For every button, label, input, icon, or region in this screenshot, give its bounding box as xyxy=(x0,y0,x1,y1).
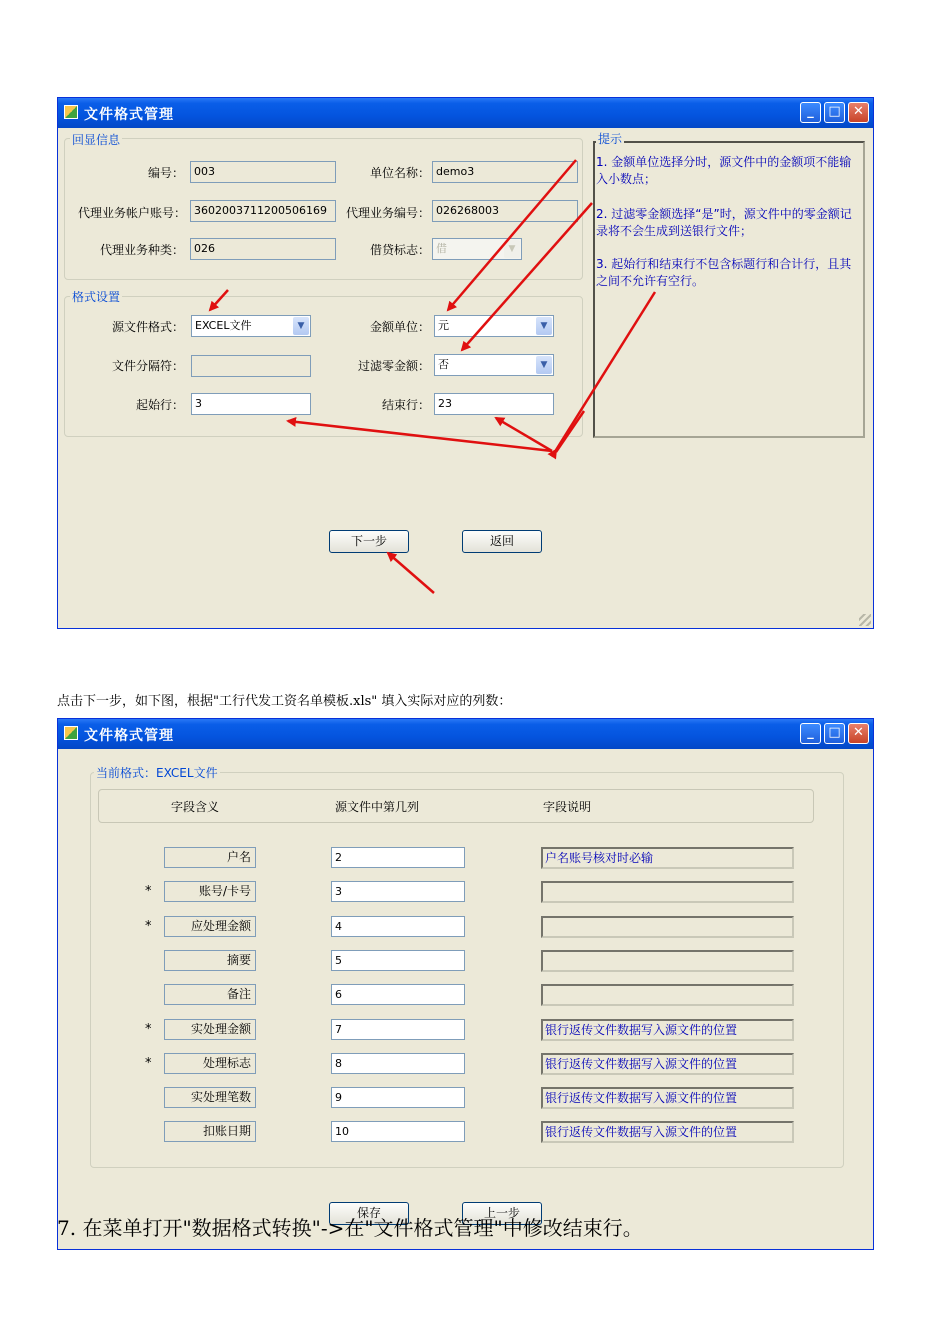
caption-text: 点击下一步，如下图，根据"工行代发工资名单模板.xls" 填入实际对应的列数： xyxy=(57,694,512,709)
biz-no-label: 代理业务编号： xyxy=(345,206,430,220)
step-7-instruction: 7. 在菜单打开"数据格式转换"->在"文件格式管理"中修改结束行。 xyxy=(57,1216,643,1240)
maximize-icon[interactable]: □ xyxy=(824,723,845,744)
current-format-legend: 当前格式：EXCEL文件 xyxy=(96,766,218,780)
source-format-value: EXCEL文件 xyxy=(195,319,252,332)
id-field[interactable]: 003 xyxy=(190,161,336,183)
hint-legend: 提示 xyxy=(598,132,623,146)
column-number-input[interactable]: 2 xyxy=(331,847,465,868)
field-name: 应处理金额 xyxy=(164,916,256,937)
required-star: * xyxy=(145,1056,152,1071)
app-icon xyxy=(64,726,78,740)
debit-flag-value: 借 xyxy=(436,242,447,255)
account-field[interactable]: 3602003711200506169 xyxy=(190,200,336,222)
arrow-to-next-button xyxy=(388,553,434,593)
echo-info-legend: 回显信息 xyxy=(72,133,121,147)
column-number-input[interactable]: 3 xyxy=(331,881,465,902)
arrow-to-end-row-hint xyxy=(556,292,655,450)
id-label: 编号： xyxy=(147,166,184,180)
header-column: 源文件中第几列 xyxy=(335,800,420,814)
required-star: * xyxy=(145,1022,152,1037)
column-number-input[interactable]: 5 xyxy=(331,950,465,971)
hint-1: 1. 金额单位选择分时，源文件中的金额项不能输入小数点； xyxy=(596,155,852,186)
field-description: 户名账号核对时必输 xyxy=(541,847,794,869)
chevron-down-icon[interactable]: ▼ xyxy=(536,356,552,374)
field-description: 银行返传文件数据写入源文件的位置 xyxy=(541,1121,794,1143)
prev-step-button[interactable]: 上一步 xyxy=(462,1202,542,1225)
field-description xyxy=(541,916,794,938)
biz-type-field[interactable]: 026 xyxy=(190,238,336,260)
required-star: * xyxy=(145,884,152,899)
start-row-label: 起始行： xyxy=(135,398,184,412)
window-title: 文件格式管理 xyxy=(84,107,174,123)
field-name: 扣账日期 xyxy=(164,1121,256,1142)
required-star: * xyxy=(145,919,152,934)
unit-name-field[interactable]: demo3 xyxy=(432,161,578,183)
column-number-input[interactable]: 4 xyxy=(331,916,465,937)
field-name: 实处理金额 xyxy=(164,1019,256,1040)
end-row-label: 结束行： xyxy=(381,398,430,412)
next-step-button[interactable]: 下一步 xyxy=(329,530,409,553)
field-name: 户名 xyxy=(164,847,256,868)
field-name: 实处理笔数 xyxy=(164,1087,256,1108)
field-description xyxy=(541,950,794,972)
file-format-window-2 xyxy=(57,718,874,1250)
format-settings-legend: 格式设置 xyxy=(72,290,121,304)
column-number-input[interactable]: 10 xyxy=(331,1121,465,1142)
biz-type-label: 代理业务种类： xyxy=(99,243,184,257)
field-description: 银行返传文件数据写入源文件的位置 xyxy=(541,1087,794,1109)
arrow-to-amount-unit xyxy=(448,160,576,310)
biz-no-field[interactable]: 026268003 xyxy=(432,200,578,222)
amount-unit-value: 元 xyxy=(438,319,449,332)
source-format-label: 源文件格式： xyxy=(111,320,184,334)
field-name: 处理标志 xyxy=(164,1053,256,1074)
field-name: 备注 xyxy=(164,984,256,1005)
start-row-input[interactable]: 3 xyxy=(191,393,311,415)
header-meaning: 字段含义 xyxy=(171,800,220,814)
hint-2: 2. 过滤零金额选择“是”时，源文件中的零金额记录将不会生成到送银行文件； xyxy=(596,207,852,238)
chevron-down-icon[interactable]: ▼ xyxy=(536,317,552,335)
amount-unit-label: 金额单位： xyxy=(369,320,430,334)
field-name: 账号/卡号 xyxy=(164,881,256,902)
end-row-input[interactable]: 23 xyxy=(434,393,554,415)
field-name: 摘要 xyxy=(164,950,256,971)
maximize-icon[interactable]: □ xyxy=(824,102,845,123)
arrow-from-end-row xyxy=(556,411,584,452)
close-icon[interactable]: ✕ xyxy=(848,723,869,744)
column-number-input[interactable]: 7 xyxy=(331,1019,465,1040)
account-label: 代理业务帐户账号： xyxy=(77,206,186,220)
field-description xyxy=(541,984,794,1006)
arrow-to-filter-zero xyxy=(462,203,592,350)
unit-name-label: 单位名称： xyxy=(369,166,430,180)
column-number-input[interactable]: 9 xyxy=(331,1087,465,1108)
column-number-input[interactable]: 8 xyxy=(331,1053,465,1074)
filter-zero-label: 过滤零金额： xyxy=(357,359,430,373)
column-number-input[interactable]: 6 xyxy=(331,984,465,1005)
chevron-down-icon[interactable]: ▼ xyxy=(293,317,309,335)
header-desc: 字段说明 xyxy=(543,800,592,814)
separator-label: 文件分隔符： xyxy=(111,359,184,373)
field-description: 银行返传文件数据写入源文件的位置 xyxy=(541,1019,794,1041)
back-button[interactable]: 返回 xyxy=(462,530,542,553)
field-description: 银行返传文件数据写入源文件的位置 xyxy=(541,1053,794,1075)
debit-flag-label: 借贷标志： xyxy=(369,243,430,257)
close-icon[interactable]: ✕ xyxy=(848,102,869,123)
title-bar[interactable] xyxy=(58,719,873,749)
arrow-to-source-format xyxy=(210,290,228,310)
chevron-down-icon[interactable]: ▼ xyxy=(504,240,520,258)
minimize-icon[interactable]: _ xyxy=(800,723,821,744)
arrow-to-start-row xyxy=(288,421,552,451)
window-title: 文件格式管理 xyxy=(84,728,174,744)
field-description xyxy=(541,881,794,903)
save-button[interactable]: 保存 xyxy=(329,1202,409,1225)
minimize-icon[interactable]: _ xyxy=(800,102,821,123)
hint-3: 3. 起始行和结束行不包含标题行和合计行，且其之间不允许有空行。 xyxy=(596,257,852,288)
filter-zero-value: 否 xyxy=(438,358,449,371)
